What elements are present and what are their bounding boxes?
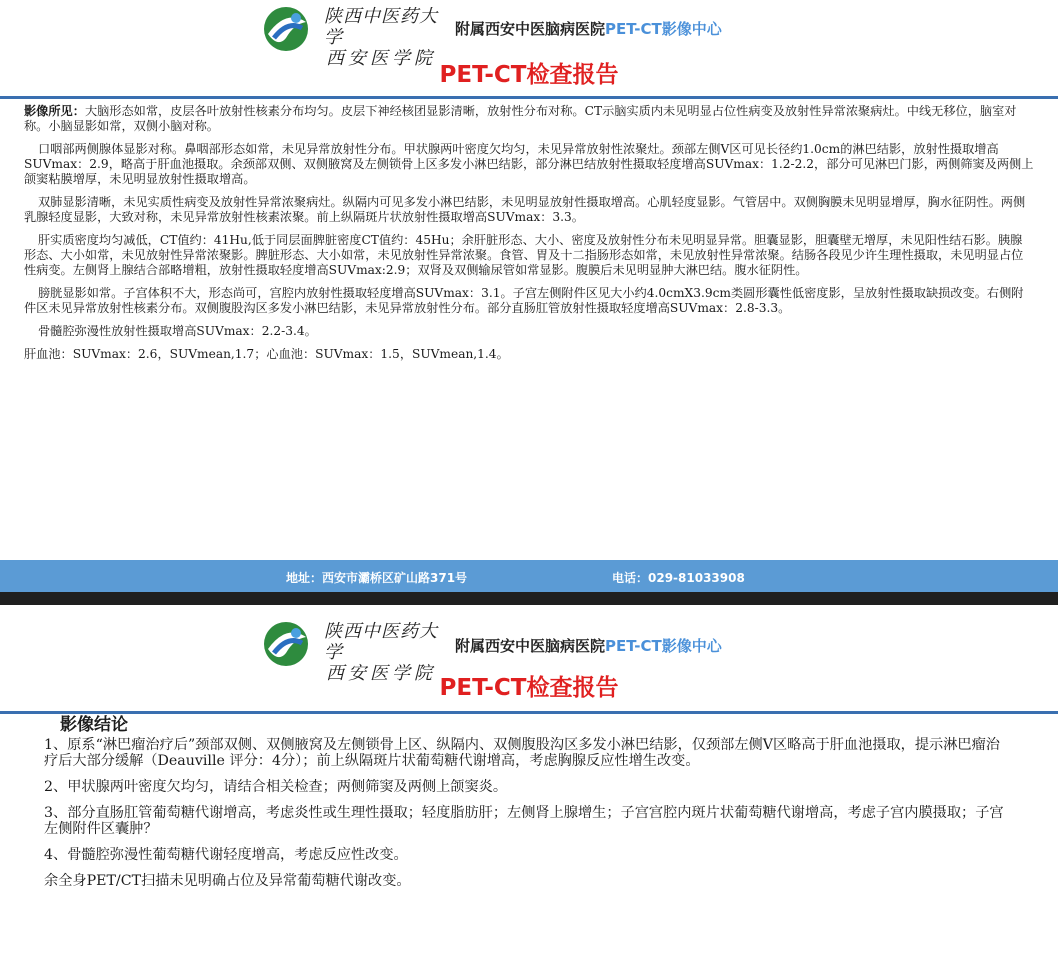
center-name: PET-CT影像中心 <box>605 637 722 655</box>
hospital-name-main: 附属西安中医脑病医院 <box>455 637 606 655</box>
findings-label: 影像所见： <box>24 104 85 118</box>
hospital-name <box>455 635 722 656</box>
footer-address: 地址：西安市灞桥区矿山路371号 <box>286 571 468 585</box>
report-header <box>0 0 1058 95</box>
findings-paragraph: 双肺显影清晰，未见实质性病变及放射性异常浓聚病灶。纵隔内可见多发小淋巴结影，未见明显放射性摄取增高。心肌轻度显影。气管居中。双侧胸膜未见明显增厚，胸水征阴性。两侧乳腺轻度显影，大致对称，未见异常放射性核素浓聚。前上纵隔斑片状放射性摄取增高SUVmax：3.3。 <box>24 195 1026 224</box>
report-page-2 <box>0 605 1058 968</box>
hospital-logo-icon <box>256 4 316 54</box>
center-name: PET-CT影像中心 <box>605 20 722 38</box>
findings-paragraph: 骨髓腔弥漫性放射性摄取增高SUVmax：2.2-3.4。 <box>38 324 317 338</box>
conclusion-heading: 影像结论 <box>60 715 128 735</box>
page-separator <box>0 592 1058 605</box>
conclusion-item: 2、甲状腺两叶密度欠均匀，请结合相关检查；两侧筛窦及两侧上颌窦炎。 <box>44 779 508 795</box>
findings-paragraph: 肝实质密度均匀减低，CT值约：41Hu,低于同层面脾脏密度CT值约：45Hu；余肝脏形态、大小、密度及放射性分布未见明显异常。胆囊显影，胆囊壁无增厚，未见阳性结石影。胰腺形态、大小如常，未见放射性异常浓聚影。脾脏形态、大小如常，未见放射性异常浓聚。食管、胃及十二指肠形态如常，未见放射性异常浓聚。结肠各段见少许生理性摄取，未见明显占位性病变。左侧肾上腺结合部略增粗，放射性摄取轻度增高SUVmax:2.9；双肾及双侧输尿管如常显影。腹膜后未见明显肿大淋巴结。腹水征阴性。 <box>24 233 1024 277</box>
hospital-name-main: 附属西安中医脑病医院 <box>455 20 606 38</box>
findings-paragraph: 口咽部两侧腺体显影对称。鼻咽部形态如常，未见异常放射性分布。甲状腺两叶密度欠均匀，未见异常放射性浓聚灶。颈部左侧Ⅴ区可见长径约1.0cm的淋巴结影，放射性摄取增高SUVmax：2.9，略高于肝血池摄取。余颈部双侧、双侧腋窝及左侧锁骨上区多发小淋巴结影，部分淋巴结放射性摄取轻度增高SUVmax：1.2-2.2，部分可见淋巴门影，两侧筛窦及两侧上颌窦粘膜增厚，未见明显放射性摄取增高。 <box>24 142 1034 186</box>
conclusion-item: 4、骨髓腔弥漫性葡萄糖代谢轻度增高，考虑反应性改变。 <box>44 847 408 863</box>
university-calligraphy: 陕西中医药大学 西安医学院 <box>324 6 438 69</box>
hospital-logo-icon <box>256 619 316 669</box>
findings-paragraph: 肝血池：SUVmax：2.6，SUVmean,1.7；心血池：SUVmax：1.5，SUVmean,1.4。 <box>24 347 509 361</box>
header-divider <box>0 711 1058 714</box>
page-footer <box>0 560 1058 592</box>
findings-paragraph: 影像所见：大脑形态如常，皮层各叶放射性核素分布均匀。皮层下神经核团显影清晰，放射性分布对称。CT示脑实质内未见明显占位性病变及放射性异常浓聚病灶。中线无移位，脑室对称。小脑显影如常，双侧小脑对称。 <box>24 104 1017 133</box>
findings-paragraph: 膀胱显影如常。子宫体积不大，形态尚可，宫腔内放射性摄取轻度增高SUVmax：3.1。子宫左侧附件区见大小约4.0cmX3.9cm类圆形囊性低密度影，呈放射性摄取缺损改变。右侧附件区未见异常放射性核素分布。双侧腹股沟区多发小淋巴结影，未见异常放射性分布。部分直肠肛管放射性摄取轻度增高SUVmax：2.8-3.3。 <box>24 286 1024 315</box>
report-title: PET-CT检查报告 <box>439 62 619 88</box>
hospital-name <box>455 18 722 39</box>
conclusion-section <box>44 717 1004 899</box>
conclusion-item: 余全身PET/CT扫描未见明确占位及异常葡萄糖代谢改变。 <box>44 873 411 889</box>
conclusion-item: 1、原系“淋巴瘤治疗后”颈部双侧、双侧腋窝及左侧锁骨上区、纵隔内、双侧腹股沟区多发小淋巴结影，仅颈部左侧Ⅴ区略高于肝血池摄取，提示淋巴瘤治疗后大部分缓解（Deauville 评分：4分）；前上纵隔斑片状葡萄糖代谢增高，考虑胸腺反应性增生改变。 <box>44 737 1000 769</box>
header-divider <box>0 96 1058 99</box>
footer-phone: 电话：029-81033908 <box>612 571 745 585</box>
conclusion-item: 3、部分直肠肛管葡萄糖代谢增高，考虑炎性或生理性摄取；轻度脂肪肝；左侧肾上腺增生；子宫宫腔内斑片状葡萄糖代谢增高，考虑子宫内膜摄取；子宫左侧附件区囊肿？ <box>44 805 1004 837</box>
university-calligraphy: 陕西中医药大学 西安医学院 <box>324 621 438 684</box>
report-header <box>0 605 1058 710</box>
findings-section <box>24 104 1034 370</box>
report-title: PET-CT检查报告 <box>439 675 619 701</box>
